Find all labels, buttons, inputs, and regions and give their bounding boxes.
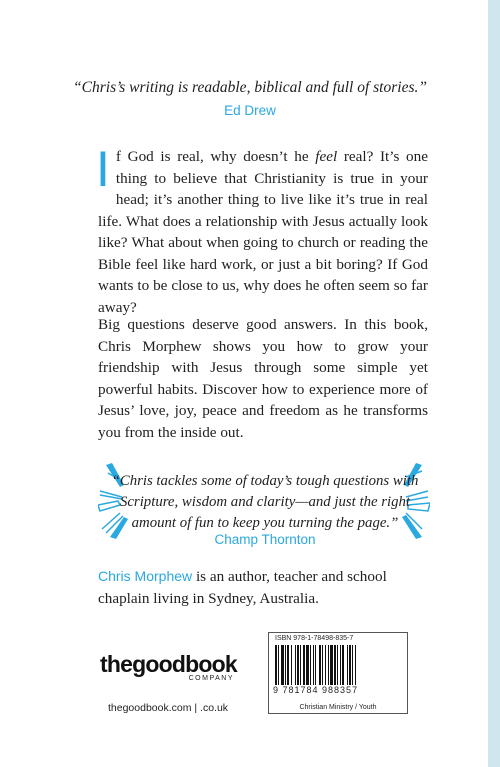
endorsement-author-2: Champ Thornton — [214, 532, 316, 547]
drop-cap: I — [96, 141, 110, 197]
publisher-logo-sub: COMPANY — [188, 675, 234, 682]
endorsement-quote-1: “Chris’s writing is readable, biblical and full of stories.” — [73, 79, 427, 96]
author-bio-text: is an author, teacher and school chaplain living in Sydney, Australia. — [98, 568, 387, 607]
isbn-text: ISBN 978-1-78498-835-7 — [275, 635, 354, 642]
publisher-website: thegoodbook.com | .co.uk — [108, 702, 229, 714]
endorsement-quote-2: “Chris tackles some of today’s tough questions with Scripture, wisdom and clarity—and just the right amount of fun to keep you turning the page.” — [111, 473, 419, 531]
book-category: Christian Ministry / Youth — [299, 704, 377, 711]
endorsement-author-1: Ed Drew — [224, 103, 276, 118]
blurb-paragraph-2: Big questions deserve good answers. In this book, Chris Morphew shows you how to grow your friendship with Jesus through some simple yet powerful habits. Discover how to experience more of Jesus’ love, joy, peace and freedom as he transforms you from the inside out. — [98, 316, 428, 441]
publisher-logo-main: thegoodbook — [100, 651, 237, 677]
author-name: Chris Morphew — [98, 568, 193, 584]
barcode-icon — [275, 645, 401, 685]
barcode-panel — [268, 632, 408, 714]
blurb-paragraph-1 — [96, 141, 428, 318]
blurb-text-a: f God is real, why doesn’t he — [115, 148, 316, 165]
author-bio — [98, 566, 438, 609]
blurb-text-b: real? It’s one thing to believe that Christianity is true in your head; it’s another thing to live like it’s true in real life. What does a relationship with Jesus actually look like? What about when going to church or reading the Bible feel like hard work, or just a bit boring? If God wants to be close to us, why does he often seem so far away? — [98, 148, 428, 316]
blurb-emphasis: feel — [315, 148, 338, 165]
barcode-number: 9 781784 988357 — [273, 685, 359, 695]
publisher-logo — [100, 652, 240, 682]
